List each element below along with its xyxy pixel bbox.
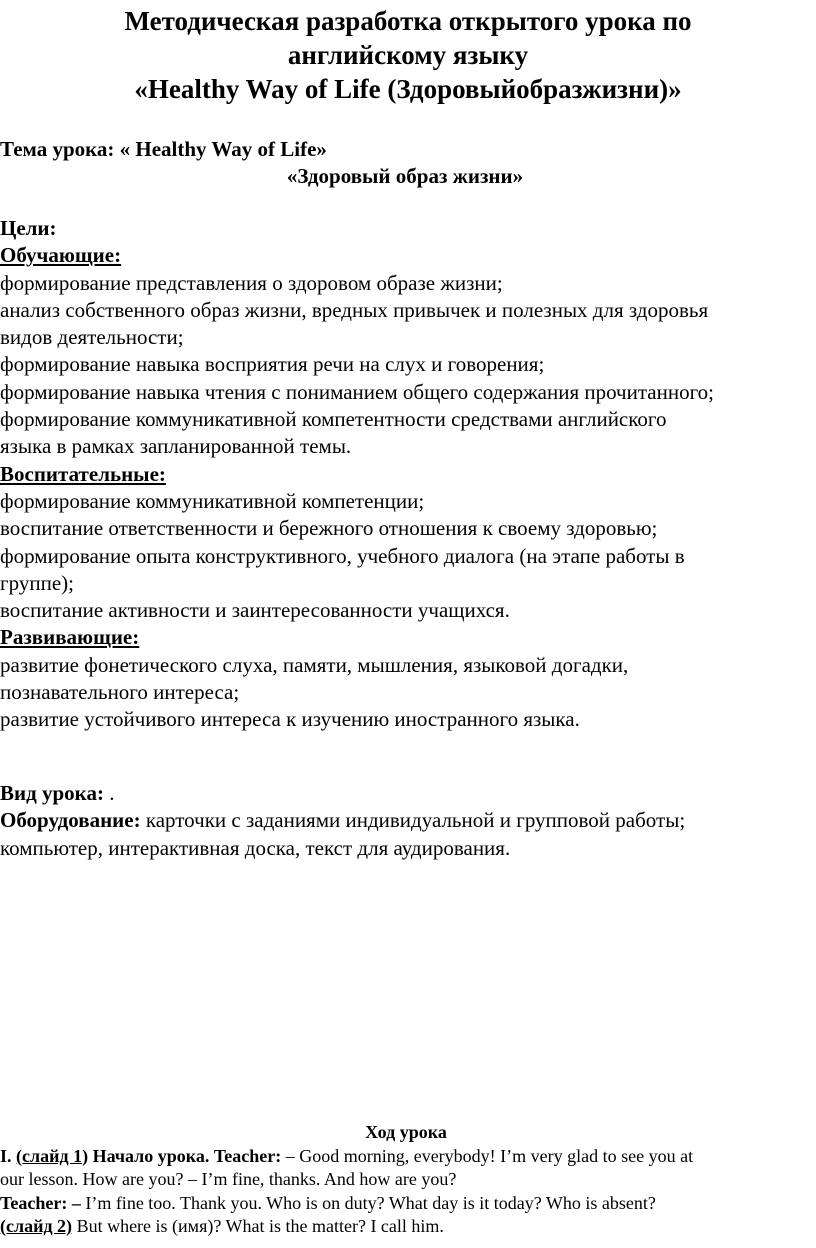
lesson-text: our lesson. How are you? – I’m fine, thanks. And how are you? [0, 1169, 457, 1189]
lesson-text: But where is (имя)? What is the matter? I call him. [72, 1216, 444, 1236]
lesson-paragraph-1 [0, 1145, 812, 1169]
topic-label: Тема урока: « Healthy Way of Life» [0, 137, 327, 161]
developing-line: познавательного интереса; [0, 680, 240, 705]
teacher-label: Teacher: – [0, 1192, 81, 1213]
lesson-paragraph-3 [0, 1215, 812, 1239]
educational-line: формирование представления о здоровом образе жизни; [0, 270, 503, 295]
educational-line: формирование навыка восприятия речи на слух и говорения; [0, 352, 545, 377]
equipment-line-2: компьютер, интерактивная доска, текст для аудирования. [0, 835, 511, 860]
developing-heading: Развивающие: [0, 625, 140, 650]
lesson-paragraph-2 [0, 1192, 812, 1216]
educational-line: видов деятельности; [0, 325, 184, 350]
lesson-type [0, 780, 810, 807]
lesson-text: – Good morning, everybody! I’m very glad to see you at [281, 1145, 694, 1166]
upbringing-line: воспитание ответственности и бережного отношения к своему здоровью; [0, 516, 658, 541]
lesson-progress-section [0, 1121, 812, 1239]
educational-line: формирование навыка чтения с пониманием общего содержания прочитанного; [0, 379, 714, 404]
lesson-info-section [0, 780, 810, 862]
developing-list [0, 652, 810, 734]
lesson-start-label: Начало урока. Teacher: [88, 1145, 282, 1166]
educational-list [0, 270, 810, 461]
upbringing-line: воспитание активности и заинтересованности учащихся. [0, 598, 510, 623]
slide-ref: (слайд 2) [0, 1216, 73, 1236]
title-line-1: Методическая разработка открытого урока по [124, 6, 692, 36]
goals-section [0, 215, 810, 734]
lesson-type-label: Вид урока: [0, 781, 104, 805]
lesson-step-number: I. [0, 1145, 17, 1166]
topic-subtitle: «Здоровый образ жизни» [286, 164, 524, 189]
equipment [0, 807, 810, 834]
slide-ref: (слайд 1) [16, 1145, 89, 1166]
lesson-heading: Ход урока [365, 1122, 447, 1142]
upbringing-line: формирование коммуникативной компетенции; [0, 488, 425, 513]
upbringing-heading: Воспитательные: [0, 461, 166, 486]
upbringing-list [0, 488, 810, 624]
topic-section [0, 136, 810, 191]
developing-line: развитие устойчивого интереса к изучению иностранного языка. [0, 707, 580, 732]
goals-heading: Цели: [0, 216, 57, 240]
upbringing-line: группе); [0, 570, 74, 595]
lesson-text: I’m fine too. Thank you. Who is on duty? What day is it today? Who is absent? [80, 1192, 656, 1213]
educational-line: языка в рамках запланированной темы. [0, 434, 352, 459]
title-line-2: английскому языку [287, 40, 529, 70]
educational-line: анализ собственного образ жизни, вредных привычек и полезных для здоровья [0, 297, 709, 322]
equipment-line-1: карточки с заданиями индивидуальной и групповой работы; [140, 808, 686, 833]
educational-heading: Обучающие: [0, 243, 122, 268]
document-title [0, 4, 816, 106]
upbringing-line: формирование опыта конструктивного, учебного диалога (на этапе работы в [0, 543, 685, 568]
title-line-3: «Healthy Way of Life (Здоровыйобразжизни)» [134, 74, 682, 104]
equipment-label: Оборудование: [0, 808, 141, 833]
lesson-type-value: . [103, 781, 115, 805]
educational-line: формирование коммуникативной компетентности средствами английского [0, 407, 667, 432]
developing-line: развитие фонетического слуха, памяти, мышления, языковой догадки, [0, 652, 629, 677]
